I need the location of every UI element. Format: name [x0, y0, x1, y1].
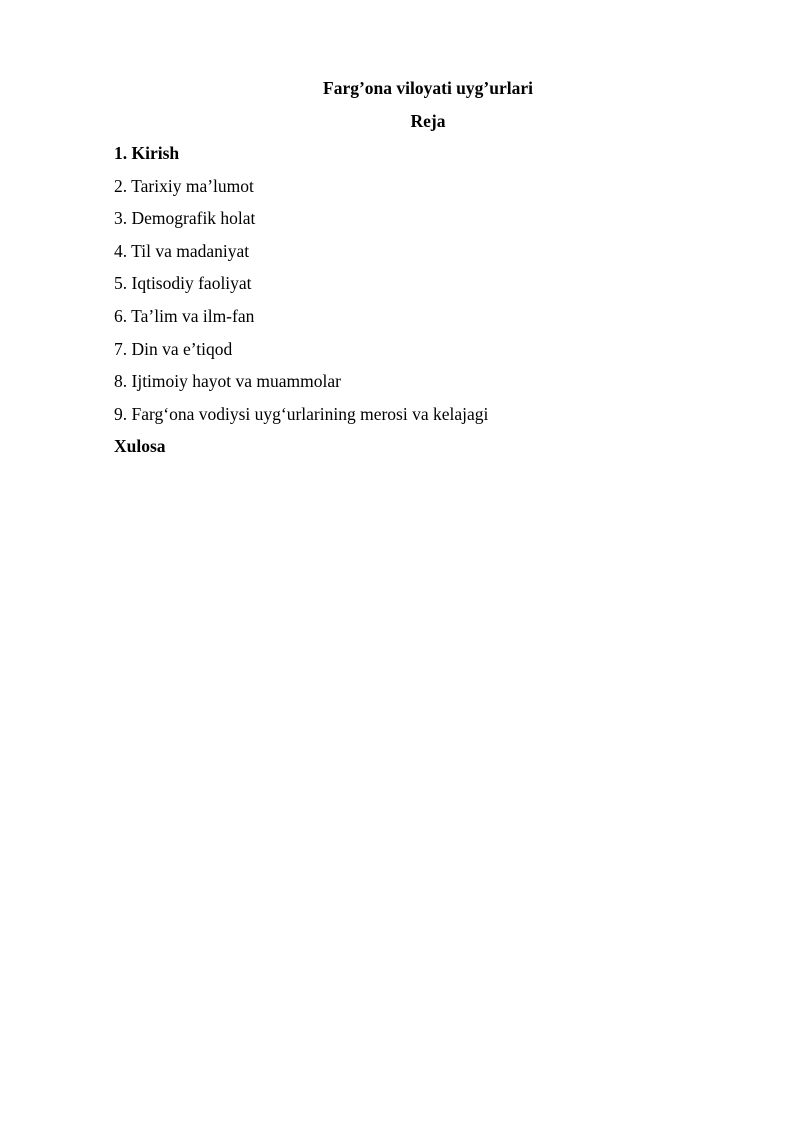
plan-item-meros-va-kelajak: 9. Farg‘ona vodiysi uyg‘urlarining merosi va kelajagi: [114, 403, 489, 424]
plan-item-ijtimoiy-hayot: 8. Ijtimoiy hayot va muammolar: [114, 371, 341, 392]
plan-item-demografik-holat: 3. Demografik holat: [114, 208, 256, 229]
plan-item-iqtisodiy-faoliyat: 5. Iqtisodiy faoliyat: [114, 273, 252, 294]
plan-item-kirish: 1. Kirish: [114, 143, 180, 163]
plan-list: [114, 141, 488, 467]
plan-item-talim-va-ilm-fan: 6. Ta’lim va ilm-fan: [114, 305, 255, 326]
plan-item-din-va-etiqod: 7. Din va e’tiqod: [114, 338, 233, 359]
plan-item-tarixiy-malumot: 2. Tarixiy ma’lumot: [114, 175, 254, 196]
plan-heading: Reja: [410, 111, 446, 131]
document-title: Farg’ona viloyati uyg’urlari: [323, 78, 533, 98]
plan-item-xulosa: Xulosa: [114, 436, 166, 457]
plan-item-til-va-madaniyat: 4. Til va madaniyat: [114, 240, 250, 261]
